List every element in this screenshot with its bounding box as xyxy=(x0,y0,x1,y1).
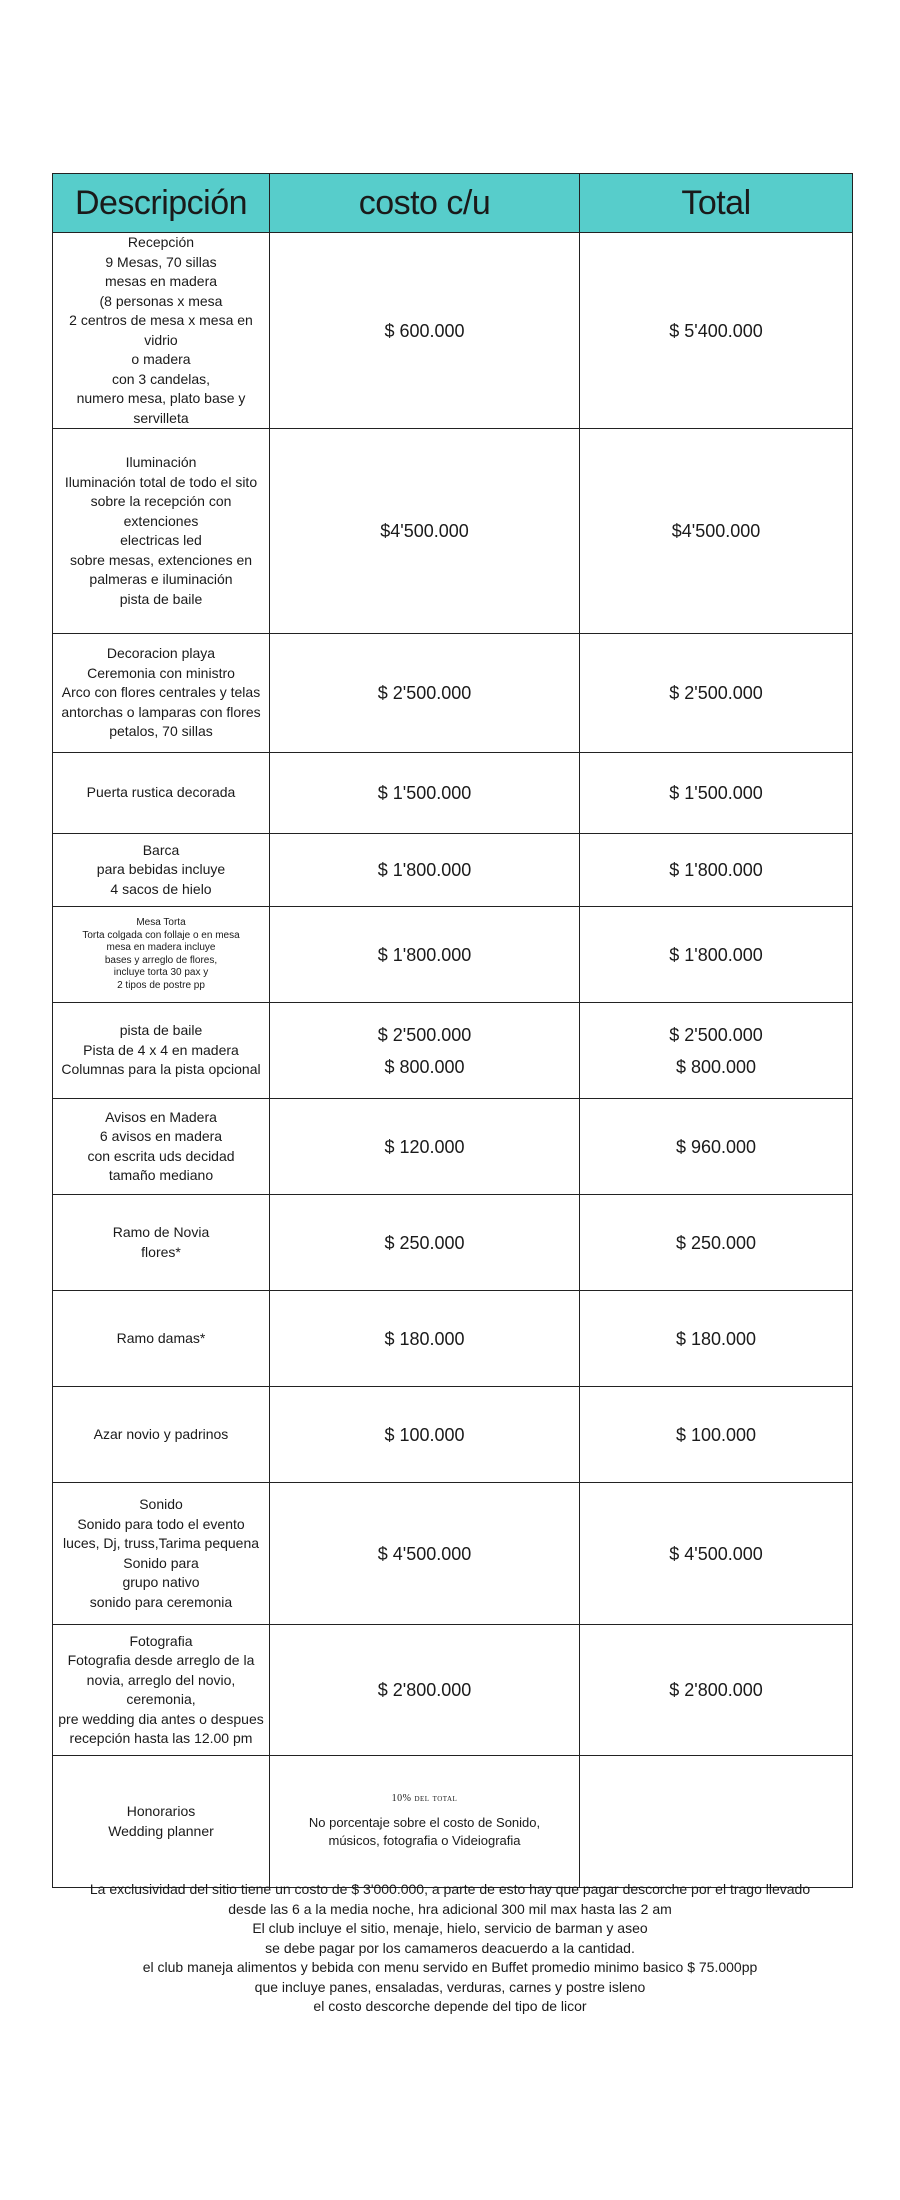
item-description: Recepción 9 Mesas, 70 sillas mesas en madera (8 personas x mesa 2 centros de mesa x mesa en vidrio o madera con 3 candelas, numero mesa, plato base y servilleta xyxy=(53,233,270,429)
fee-description: Honorarios Wedding planner xyxy=(53,1756,270,1888)
item-unit-cost: $ 180.000 xyxy=(270,1291,580,1387)
item-unit-cost: $ 1'800.000 xyxy=(270,834,580,907)
item-description: Avisos en Madera 6 avisos en madera con escrita uds decidad tamaño mediano xyxy=(53,1099,270,1195)
footer-notes xyxy=(0,1880,900,2017)
item-description: Barca para bebidas incluye 4 sacos de hielo xyxy=(53,834,270,907)
item-total: $ 1'800.000 xyxy=(580,907,853,1003)
item-description: Ramo de Novia flores* xyxy=(53,1195,270,1291)
item-description: Sonido Sonido para todo el evento luces, Dj, truss,Tarima pequena Sonido para grupo nativo sonido para ceremonia xyxy=(53,1483,270,1625)
fee-title: 10% del total xyxy=(391,1793,458,1804)
footer-note-line: el club maneja alimentos y bebida con menu servido en Buffet promedio minimo basico $ 75.000pp xyxy=(142,1959,758,1975)
price-table xyxy=(52,173,853,1888)
item-unit-cost: $ 2'500.000 $ 800.000 xyxy=(270,1003,580,1099)
item-total: $ 1'500.000 xyxy=(580,753,853,834)
item-total: $ 5'400.000 xyxy=(580,233,853,429)
table-row xyxy=(53,1099,853,1195)
table-row xyxy=(53,634,853,753)
table-row xyxy=(53,1195,853,1291)
item-description: Fotografia Fotografia desde arreglo de la novia, arreglo del novio, ceremonia, pre wedding dia antes o despues recepción hasta las 12.00 pm xyxy=(53,1625,270,1756)
table-row xyxy=(53,907,853,1003)
item-total: $4'500.000 xyxy=(580,429,853,634)
table-row xyxy=(53,1387,853,1483)
item-total: $ 2'800.000 xyxy=(580,1625,853,1756)
item-total: $ 180.000 xyxy=(580,1291,853,1387)
item-description: Azar novio y padrinos xyxy=(53,1387,270,1483)
item-total: $ 1'800.000 xyxy=(580,834,853,907)
table-row xyxy=(53,1003,853,1099)
footer-note-line: el costo descorche depende del tipo de licor xyxy=(313,1998,587,2014)
item-unit-cost: $ 4'500.000 xyxy=(270,1483,580,1625)
table-body xyxy=(53,233,853,1888)
item-total: $ 250.000 xyxy=(580,1195,853,1291)
item-total: $ 100.000 xyxy=(580,1387,853,1483)
table-row xyxy=(53,834,853,907)
item-description: Ramo damas* xyxy=(53,1291,270,1387)
fee-row xyxy=(53,1756,853,1888)
fee-note: No porcentaje sobre el costo de Sonido, músicos, fotografia o Videiografia xyxy=(308,1815,541,1848)
table-row xyxy=(53,753,853,834)
item-total: $ 2'500.000 xyxy=(580,634,853,753)
item-unit-cost: $ 250.000 xyxy=(270,1195,580,1291)
footer-note-line: se debe pagar por los camameros deacuerdo a la cantidad. xyxy=(265,1939,635,1956)
item-total: $ 2'500.000 $ 800.000 xyxy=(580,1003,853,1099)
header-total: Total xyxy=(580,174,853,233)
table-row xyxy=(53,1483,853,1625)
fee-total xyxy=(580,1756,853,1888)
footer-note-line: que incluye panes, ensaladas, verduras, carnes y postre isleno xyxy=(254,1978,646,1995)
table-row xyxy=(53,429,853,634)
item-description: Mesa Torta Torta colgada con follaje o en mesa mesa en madera incluye bases y arreglo de flores, incluye torta 30 pax y 2 tipos de postre pp xyxy=(53,907,270,1003)
table-row xyxy=(53,1291,853,1387)
item-description: Decoracion playa Ceremonia con ministro Arco con flores centrales y telas antorchas o lamparas con flores petalos, 70 sillas xyxy=(53,634,270,753)
item-description: Iluminación Iluminación total de todo el sito sobre la recepción con extenciones electricas led sobre mesas, extenciones en palmeras e iluminación pista de baile xyxy=(53,429,270,634)
footer-note-line: desde las 6 a la media noche, hra adicional 300 mil max hasta las 2 am xyxy=(228,1900,672,1917)
item-total: $ 960.000 xyxy=(580,1099,853,1195)
item-unit-cost: $ 2'500.000 xyxy=(270,634,580,753)
footer-note-line: El club incluye el sitio, menaje, hielo, servicio de barman y aseo xyxy=(252,1920,648,1936)
fee-cost-cell xyxy=(270,1756,580,1888)
item-unit-cost: $ 1'800.000 xyxy=(270,907,580,1003)
header-description: Descripción xyxy=(53,174,270,233)
item-unit-cost: $ 600.000 xyxy=(270,233,580,429)
item-description: pista de baile Pista de 4 x 4 en madera Columnas para la pista opcional xyxy=(53,1003,270,1099)
table-header-row xyxy=(53,174,853,233)
item-total: $ 4'500.000 xyxy=(580,1483,853,1625)
item-unit-cost: $4'500.000 xyxy=(270,429,580,634)
header-unit-cost: costo c/u xyxy=(270,174,580,233)
table-row xyxy=(53,1625,853,1756)
item-unit-cost: $ 120.000 xyxy=(270,1099,580,1195)
item-unit-cost: $ 100.000 xyxy=(270,1387,580,1483)
item-description: Puerta rustica decorada xyxy=(53,753,270,834)
item-unit-cost: $ 1'500.000 xyxy=(270,753,580,834)
table-row xyxy=(53,233,853,429)
item-unit-cost: $ 2'800.000 xyxy=(270,1625,580,1756)
footer-note-line: La exclusividad del sitio tiene un costo de $ 3'000.000, a parte de esto hay que pagar descorche por el trago llevado xyxy=(89,1881,811,1897)
